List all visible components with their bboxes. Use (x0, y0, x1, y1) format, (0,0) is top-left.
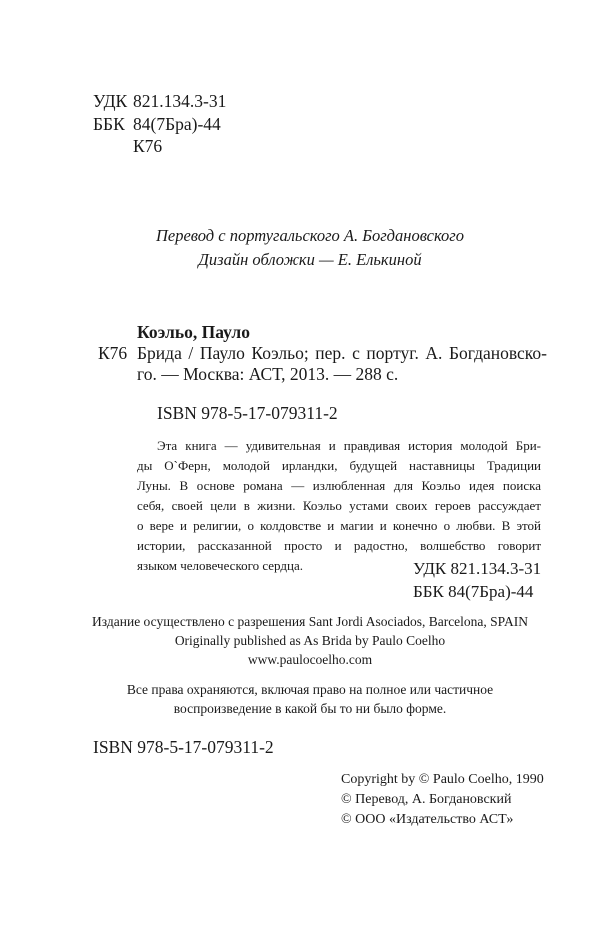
annotation-line: языком человеческого сердца. (137, 558, 303, 573)
bbk-row (93, 113, 226, 136)
udk-value: 821.134.3-31 (133, 91, 227, 111)
copyright-line: © Перевод, А. Богдановский (341, 792, 512, 807)
copyright-block (341, 770, 544, 830)
credits (0, 224, 600, 272)
author-mark-top: К76 (133, 136, 163, 156)
rights-line: Все права охраняются, включая право на полное или частичное (126, 682, 494, 697)
description-line: Брида / Пауло Коэльо; пер. с португ. А. Богдановско- (137, 343, 547, 363)
catalog-annotation (137, 436, 541, 576)
catalog-isbn: ISBN 978-5-17-079311-2 (157, 403, 338, 423)
description-line: го. — Москва: АСТ, 2013. — 288 с. (137, 363, 399, 384)
original-title-note: Originally published as As Brida by Paulo Coelho (174, 633, 446, 648)
bbk-value: 84(7Бра)-44 (133, 113, 221, 134)
rights-line: воспроизведение в какой бы то ни было форме. (173, 701, 447, 716)
annotation-line: себя, своей цели в жизни. Коэльо устами своих героев рассуждает (137, 498, 541, 513)
cover-design-credit: Дизайн обложки — Е. Елькиной (198, 250, 422, 269)
catalog-bbk: ББК 84(7Бра)-44 (413, 582, 534, 601)
copyright-line: © ООО «Издательство АСТ» (341, 812, 514, 827)
annotation-line: ды О`Ферн, молодой ирландки, будущей наставницы Традиции (137, 458, 541, 473)
udk-row (93, 90, 226, 113)
catalog-codes (413, 557, 541, 603)
udk-label: УДК (93, 91, 128, 111)
annotation-line: о вере и религии, о колдовстве и магии и конечно о любви. В этой (137, 518, 541, 533)
catalog-author-mark: К76 (98, 343, 128, 363)
publishing-notes (0, 612, 600, 669)
catalog-author: Коэльо, Пауло (137, 322, 250, 342)
translation-credit: Перевод с португальского А. Богдановского (155, 226, 464, 245)
footer-isbn: ISBN 978-5-17-079311-2 (93, 737, 274, 757)
bbk-label: ББК (93, 113, 125, 134)
annotation-line: истории, рассказанной просто и радостно, волшебство говорит (137, 538, 541, 553)
permission-note: Издание осуществлено с разрешения Sant Jordi Asociados, Barcelona, SPAIN (92, 614, 528, 629)
classification-codes (93, 90, 226, 158)
website-note: www.paulocoelho.com (247, 652, 373, 667)
annotation-line: Эта книга — удивительная и правдивая история молодой Бри- (157, 438, 541, 453)
copyright-line: Copyright by © Paulo Coelho, 1990 (341, 772, 544, 787)
catalog-description (137, 343, 547, 384)
catalog-udk: УДК 821.134.3-31 (413, 559, 542, 578)
rights-notice (0, 680, 600, 718)
annotation-line: Луны. В основе романа — излюбленная для Коэльо идея поиска (137, 478, 541, 493)
